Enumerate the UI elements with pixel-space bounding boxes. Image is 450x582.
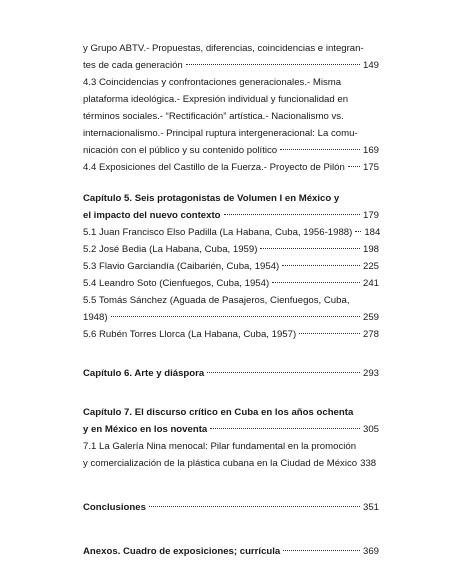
toc-page-number: 369 [362,546,379,557]
toc-entry-text: 5.6 Rubén Torres Llorca (La Habana, Cuba, 1957) [83,329,297,340]
toc-page-number: 184 [364,227,381,238]
toc-page-number: 149 [362,60,379,71]
dot-leader [272,282,360,283]
toc-entry [83,275,379,292]
toc-entry-text: Conclusiones [83,502,146,513]
chapter-5-entry [83,207,379,224]
toc-entry [83,57,379,74]
dot-leader [210,428,360,429]
toc-entry [83,258,379,275]
dot-leader [260,248,360,249]
toc-line: 4.3 Coincidencias y confrontaciones generacionales.- Misma [83,77,342,88]
toc-entry-text: Anexos. Cuadro de exposiciones; currícula [83,546,281,557]
toc-entry-text: 4.4 Exposiciones del Castillo de la Fuerza.- Proyecto de Pilón [83,162,345,173]
toc-entry-text: y en México en los noventa [83,424,208,435]
dot-leader [355,231,361,232]
toc-page-number: 179 [362,210,379,221]
dot-leader [224,214,360,215]
toc-page-number: 338 [360,458,377,469]
dot-leader [283,550,360,551]
toc-entry-text: 1948) [83,312,108,323]
toc-entry-text: 5.2 José Bedia (La Habana, Cuba, 1959) [83,244,258,255]
toc-page-number: 175 [362,162,379,173]
toc-line: 7.1 La Galería Nina menocal: Pilar fundamental en la promoción [83,441,357,452]
dot-leader [348,166,360,167]
chapter-7-title: Capítulo 7. El discurso crítico en Cuba en los años ochenta [83,407,354,418]
toc-entry-text: y comercialización de la plástica cubana en la Ciudad de México [83,458,358,469]
toc-entry-text: 5.1 Juan Francisco Elso Padilla (La Habana, Cuba, 1956-1988) [83,227,353,238]
dot-leader [186,64,360,65]
table-of-contents [83,40,379,560]
toc-line: 5.5 Tomás Sánchez (Aguada de Pasajeros, Cienfuegos, Cuba, [83,295,350,306]
dot-leader [207,372,360,373]
toc-entry-text: Capítulo 6. Arte y diáspora [83,368,205,379]
toc-page-number: 305 [362,424,379,435]
toc-page-number: 351 [362,502,379,513]
chapter-7-entry [83,421,379,438]
chapter-5-title: Capítulo 5. Seis protagonistas de Volumen I en México y [83,193,340,204]
dot-leader [282,265,360,266]
dot-leader [111,316,360,317]
toc-page-number: 259 [362,312,379,323]
toc-entry-text: tes de cada generación [83,60,183,71]
toc-entry-text: nicación con el público y su contenido político [83,145,278,156]
anexos-entry [83,543,379,560]
toc-entry-text: 5.4 Leandro Soto (Cienfuegos, Cuba, 1954) [83,278,270,289]
dot-leader [299,333,360,334]
toc-entry [83,224,379,241]
dot-leader [149,506,360,507]
toc-entry-text: el impacto del nuevo contexto [83,210,221,221]
toc-line: términos sociales.- “Rectificación” artística.- Nacionalismo vs. [83,111,344,122]
toc-page-number: 278 [362,329,379,340]
toc-entry [83,159,379,176]
toc-page-number: 293 [362,368,379,379]
toc-entry [83,309,379,326]
toc-line: plataforma ideológica.- Expresión individual y funcionalidad en [83,94,349,105]
toc-line: y Grupo ABTV.- Propuestas, diferencias, coincidencias e integran- [83,43,364,54]
toc-line: internacionalismo.- Principal ruptura intergeneracional: La comu- [83,128,358,139]
toc-entry [83,455,379,472]
toc-entry-text: 5.3 Flavio Garciandía (Caibarién, Cuba, 1954) [83,261,280,272]
toc-page-number: 169 [362,145,379,156]
conclusiones-entry [83,499,379,516]
toc-entry [83,326,379,343]
toc-entry [83,142,379,159]
toc-page-number: 198 [362,244,379,255]
toc-page-number: 225 [362,261,379,272]
toc-page-number: 241 [362,278,379,289]
dot-leader [280,149,360,150]
chapter-6-entry [83,365,379,382]
toc-entry [83,241,379,258]
